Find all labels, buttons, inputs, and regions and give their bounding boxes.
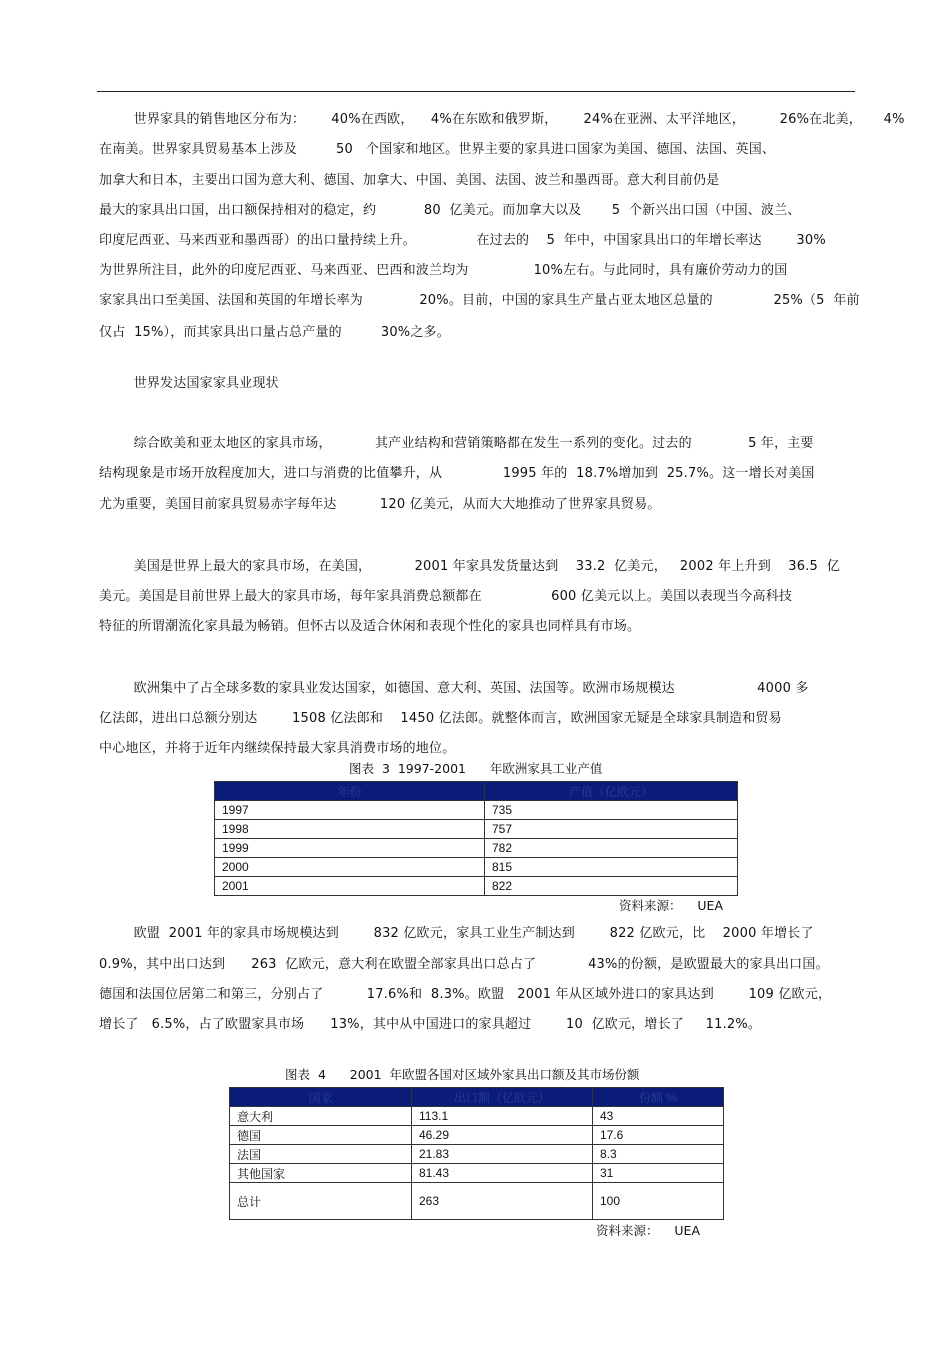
table-cell: 100 (593, 1183, 724, 1220)
text-line: 综合欧美和亚太地区的家具市场， 其产业结构和营销策略都在发生一系列的变化。过去的 5 年，主要 (99, 436, 814, 451)
table-row (215, 801, 738, 820)
table-cell: 17.6 (593, 1126, 724, 1145)
text-line: 在南美。世界家具贸易基本上涉及 50 个国家和地区。世界主要的家具进口国家为美国、德国、法国、英国、 (99, 142, 776, 157)
table-row (230, 1145, 724, 1164)
table-cell: 782 (485, 839, 738, 858)
text-line: 世界家具的销售地区分布为： 40%在西欧， 4%在东欧和俄罗斯， 24%在亚洲、太平洋地区， 26%在北美， 4% (99, 112, 905, 127)
table-row (215, 839, 738, 858)
table-row (215, 877, 738, 896)
table-caption: 图表 3 1997-2001 年欧洲家具工业产值 (349, 761, 603, 776)
text-line: 德国和法国位居第二和第三，分别占了 17.6%和 8.3%。欧盟 2001 年从区域外进口的家具达到 109 亿欧元， (99, 987, 832, 1002)
table-cell: 总计 (230, 1183, 412, 1220)
table-source: 资料来源： UEA (619, 898, 723, 913)
table-cell: 8.3 (593, 1145, 724, 1164)
column-header: 产值（亿欧元） (485, 782, 738, 801)
table-total-row (230, 1183, 724, 1220)
table-cell: 法国 (230, 1145, 412, 1164)
table-cell: 735 (485, 801, 738, 820)
table-cell: 其他国家 (230, 1164, 412, 1183)
table-cell: 1997 (215, 801, 485, 820)
table-cell: 81.43 (412, 1164, 593, 1183)
table-cell: 815 (485, 858, 738, 877)
text-line: 增长了 6.5%，占了欧盟家具市场 13%，其中从中国进口的家具超过 10 亿欧元，增长了 11.2%。 (99, 1017, 762, 1032)
table-cell: 1998 (215, 820, 485, 839)
production-table (214, 781, 738, 896)
text-line: 结构现象是市场开放程度加大，进口与消费的比值攀升，从 1995 年的 18.7%增加到 25.7%。这一增长对美国 (99, 466, 815, 481)
table-caption: 图表 4 2001 年欧盟各国对区域外家具出口额及其市场份额 (285, 1067, 640, 1082)
table-cell: 意大利 (230, 1107, 412, 1126)
table-cell: 46.29 (412, 1126, 593, 1145)
text-line: 特征的所谓潮流化家具最为畅销。但怀古以及适合休闲和表现个性化的家具也同样具有市场。 (99, 619, 641, 634)
table-row (230, 1126, 724, 1145)
table-source: 资料来源： UEA (596, 1223, 700, 1238)
text-line: 加拿大和日本，主要出口国为意大利、德国、加拿大、中国、美国、法国、波兰和墨西哥。意大利目前仍是 (99, 173, 720, 188)
header-rule (97, 91, 855, 92)
column-header: 份额 % (593, 1088, 724, 1107)
table-cell: 1999 (215, 839, 485, 858)
table-cell: 43 (593, 1107, 724, 1126)
column-header: 国家 (230, 1088, 412, 1107)
text-line: 美元。美国是目前世界上最大的家具市场，每年家具消费总额都在 600 亿美元以上。美国以表现当今高科技 (99, 589, 793, 604)
table-header-row (230, 1088, 724, 1107)
text-line: 家家具出口至美国、法国和英国的年增长率为 20%。目前，中国的家具生产量占亚太地区总量的 25%（5 年前 (99, 293, 860, 308)
table-cell: 822 (485, 877, 738, 896)
text-line: 为世界所注目，此外的印度尼西亚、马来西亚、巴西和波兰均为 10%左右。与此同时，具有廉价劳动力的国 (99, 263, 788, 278)
text-line: 仅占 15%），而其家具出口量占总产量的 30%之多。 (99, 325, 450, 340)
text-line: 美国是世界上最大的家具市场，在美国， 2001 年家具发货量达到 33.2 亿美元， 2002 年上升到 36.5 亿 (99, 559, 840, 574)
text-line: 最大的家具出口国，出口额保持相对的稳定，约 80 亿美元。而加拿大以及 5 个新兴出口国（中国、波兰、 (99, 203, 801, 218)
table-cell: 2000 (215, 858, 485, 877)
text-line: 0.9%，其中出口达到 263 亿欧元，意大利在欧盟全部家具出口总占了 43%的份额，是欧盟最大的家具出口国。 (99, 957, 829, 972)
table-cell: 757 (485, 820, 738, 839)
text-line: 欧盟 2001 年的家具市场规模达到 832 亿欧元，家具工业生产制达到 822 亿欧元，比 2000 年增长了 (99, 926, 814, 941)
table-cell: 德国 (230, 1126, 412, 1145)
table-row (230, 1164, 724, 1183)
table-header-row (215, 782, 738, 801)
text-line: 中心地区，并将于近年内继续保持最大家具消费市场的地位。 (99, 741, 456, 756)
table-cell: 21.83 (412, 1145, 593, 1164)
section-heading: 世界发达国家家具业现状 (99, 376, 279, 391)
text-line: 印度尼西亚、马来西亚和墨西哥）的出口量持续上升。 在过去的 5 年中，中国家具出口的年增长率达 30% (99, 233, 826, 248)
table-cell: 2001 (215, 877, 485, 896)
text-line: 亿法郎，进出口总额分别达 1508 亿法郎和 1450 亿法郎。就整体而言，欧洲国家无疑是全球家具制造和贸易 (99, 711, 782, 726)
column-header: 年份 (215, 782, 485, 801)
column-header: 出口额（亿欧元） (412, 1088, 593, 1107)
export-share-table (229, 1087, 724, 1220)
table-cell: 263 (412, 1183, 593, 1220)
table-row (230, 1107, 724, 1126)
text-line: 尤为重要，美国目前家具贸易赤字每年达 120 亿美元，从而大大地推动了世界家具贸易。 (99, 497, 661, 512)
table-cell: 113.1 (412, 1107, 593, 1126)
text-line: 欧洲集中了占全球多数的家具业发达国家，如德国、意大利、英国、法国等。欧洲市场规模达 4000 多 (99, 681, 809, 696)
table-cell: 31 (593, 1164, 724, 1183)
table-row (215, 820, 738, 839)
table-row (215, 858, 738, 877)
